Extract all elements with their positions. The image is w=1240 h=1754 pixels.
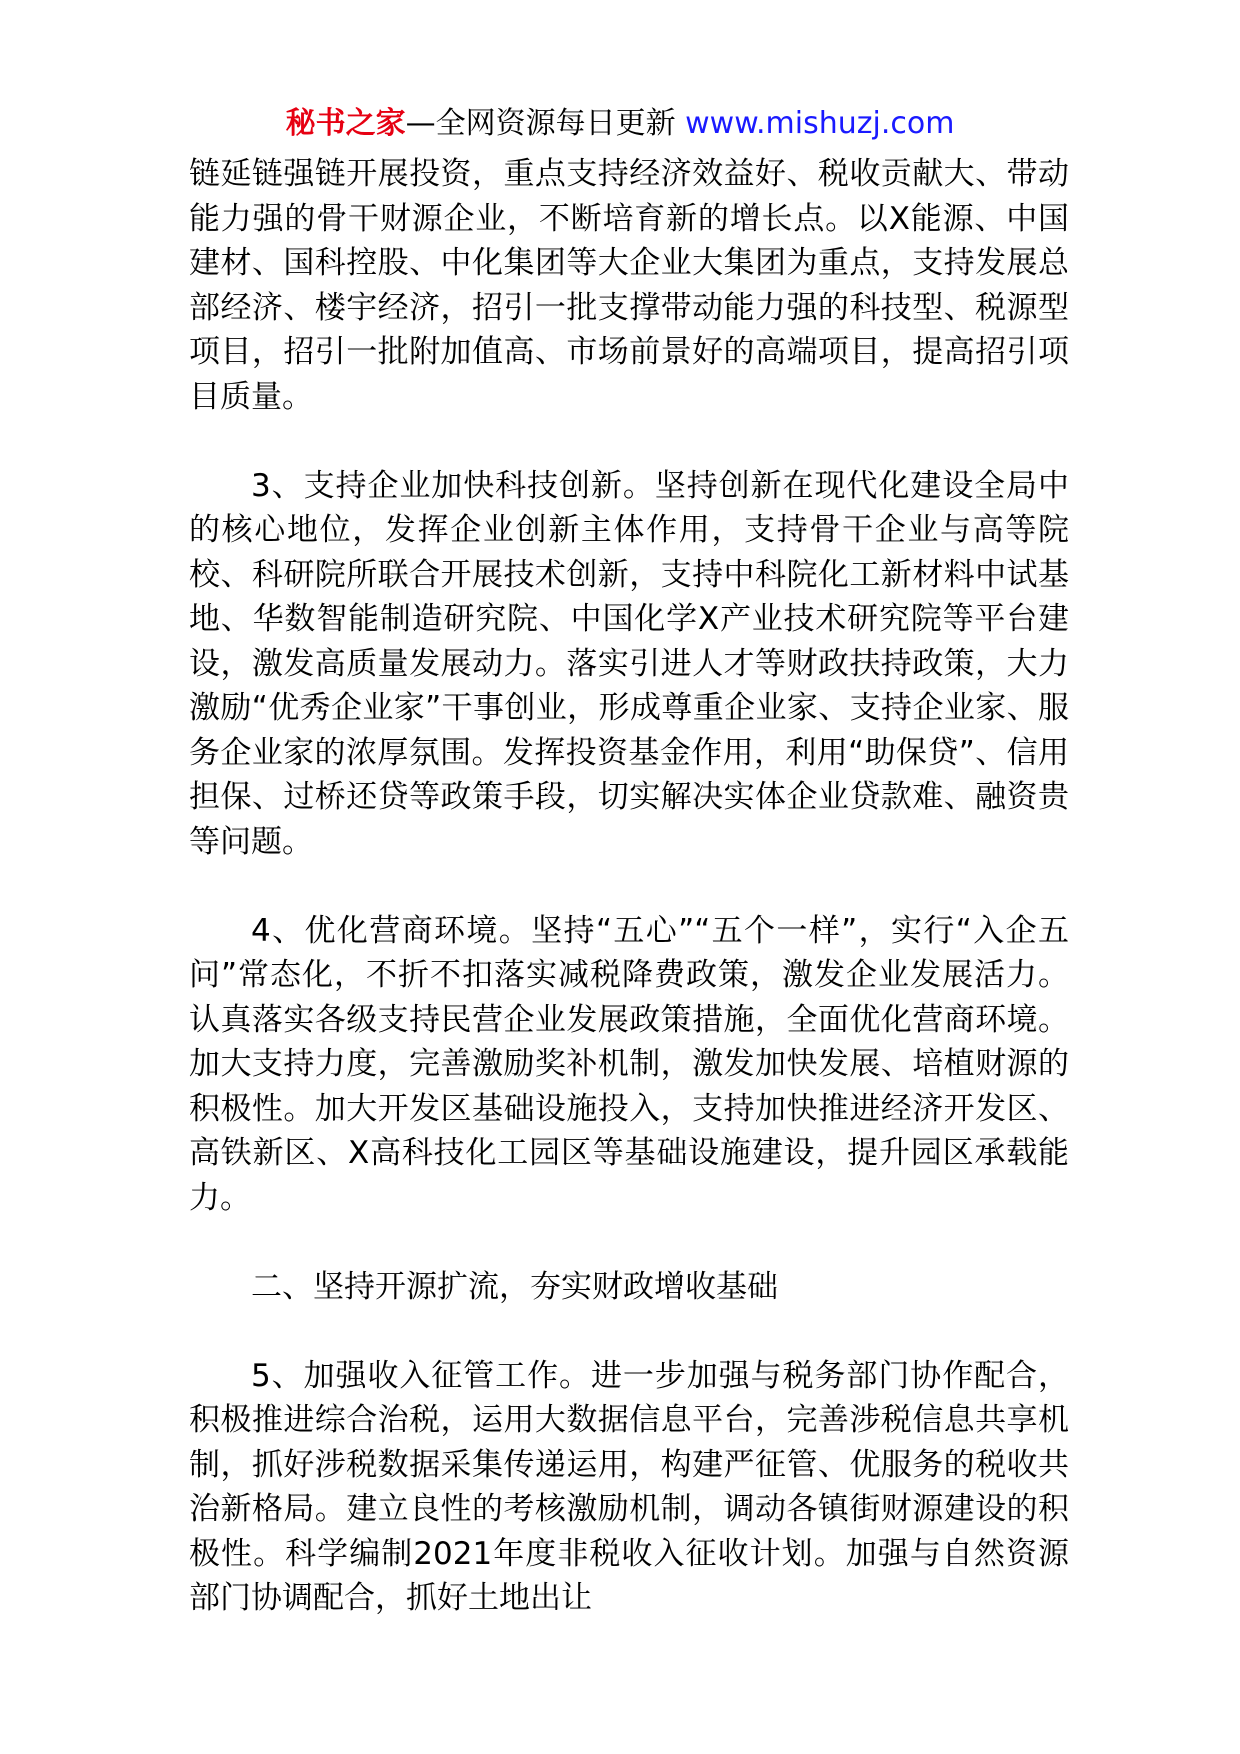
site-header bbox=[0, 104, 1240, 144]
header-url[interactable]: www.mishuzj.com bbox=[685, 106, 955, 141]
header-tagline: —全网资源每日更新 bbox=[405, 106, 676, 141]
paragraph-item-3: 3、支持企业加快科技创新。坚持创新在现代化建设全局中的核心地位，发挥企业创新主体作用，支持骨干企业与高等院校、科研院所联合开展技术创新，支持中科院化工新材料中试基地、华数智能制造研究院、中国化学X产业技术研究院等平台建设，激发高质量发展动力。落实引进人才等财政扶持政策，大力激励“优秀企业家”干事创业，形成尊重企业家、支持企业家、服务企业家的浓厚氛围。发挥投资基金作用，利用“助保贷”、信用担保、过桥还贷等政策手段，切实解决实体企业贷款难、融资贵等问题。 bbox=[189, 467, 1069, 860]
document-body bbox=[189, 152, 1069, 1621]
section-heading-2: 二、坚持开源扩流，夯实财政增收基础 bbox=[251, 1268, 778, 1305]
paragraph-item-5: 5、加强收入征管工作。进一步加强与税务部门协作配合，积极推进综合治税，运用大数据信息平台，完善涉税信息共享机制，抓好涉税数据采集传递运用，构建严征管、优服务的税收共治新格局。建立良性的考核激励机制，调动各镇街财源建设的积极性。科学编制2021年度非税收入征收计划。加强与自然资源部门协调配合，抓好土地出让 bbox=[189, 1357, 1069, 1616]
header-brand: 秘书之家 bbox=[285, 106, 406, 141]
paragraph-continued: 链延链强链开展投资，重点支持经济效益好、税收贡献大、带动能力强的骨干财源企业，不断培育新的增长点。以X能源、中国建材、国科控股、中化集团等大企业大集团为重点，支持发展总部经济、楼宇经济，招引一批支撑带动能力强的科技型、税源型项目，招引一批附加值高、市场前景好的高端项目，提高招引项目质量。 bbox=[189, 156, 1069, 415]
paragraph-item-4: 4、优化营商环境。坚持“五心”“五个一样”，实行“入企五问”常态化，不折不扣落实减税降费政策，激发企业发展活力。认真落实各级支持民营企业发展政策措施，全面优化营商环境。加大支持力度，完善激励奖补机制，激发加快发展、培植财源的积极性。加大开发区基础设施投入，支持加快推进经济开发区、高铁新区、X高科技化工园区等基础设施建设，提升园区承载能力。 bbox=[189, 912, 1069, 1216]
